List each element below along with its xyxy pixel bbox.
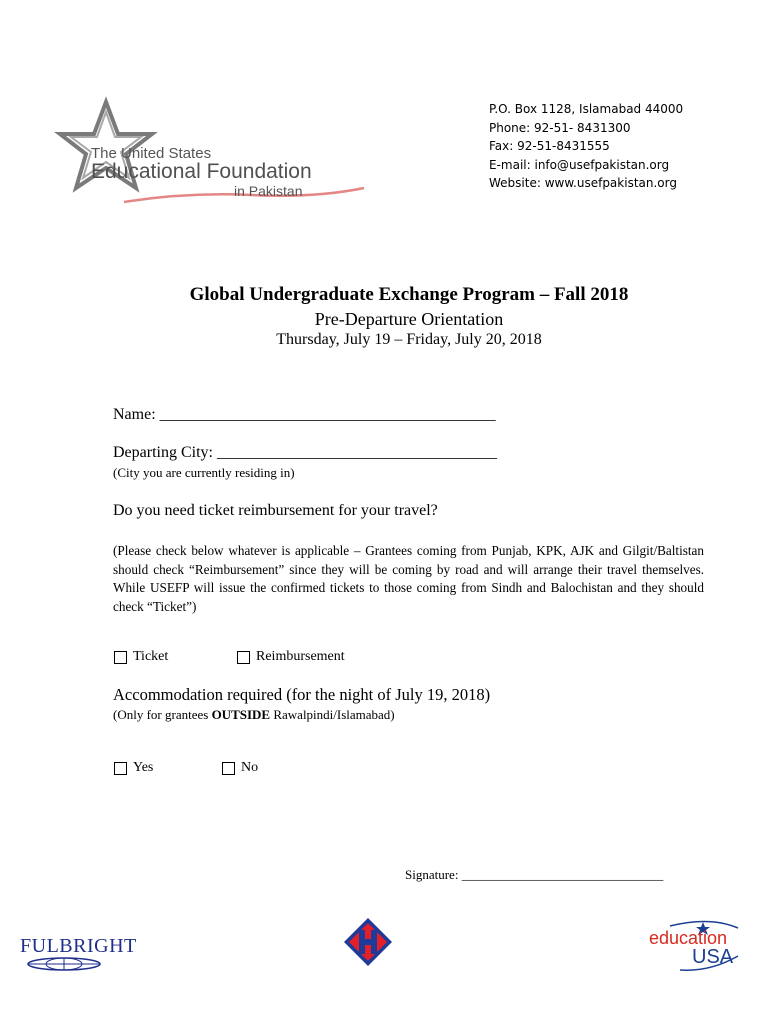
logo-line-1: The United States xyxy=(91,145,212,162)
logo-line-3: in Pakistan xyxy=(234,183,303,199)
logo-line-2: Educational Foundation xyxy=(91,160,312,183)
event-dates: Thursday, July 19 – Friday, July 20, 2018 xyxy=(276,331,542,348)
h-diamond-icon xyxy=(344,918,392,966)
signature-label: Signature: xyxy=(405,867,459,882)
signature-field[interactable]: _______________________________ xyxy=(461,867,664,882)
name-row xyxy=(113,406,496,424)
contact-website: Website: www.usefpakistan.org xyxy=(489,176,677,191)
contact-email: E-mail: info@usefpakistan.org xyxy=(489,157,670,172)
reimbursement-option[interactable] xyxy=(237,649,345,665)
accommodation-hint-pre: (Only for grantees xyxy=(113,707,212,722)
usef-logo xyxy=(38,96,378,208)
yes-option[interactable] xyxy=(114,760,153,776)
city-row xyxy=(113,444,497,462)
accommodation-hint xyxy=(113,707,395,723)
contact-address: P.O. Box 1128, Islamabad 44000 xyxy=(489,102,684,116)
ticket-question: Do you need ticket reimbursement for your travel? xyxy=(113,502,438,519)
contact-fax: Fax: 92-51-8431555 xyxy=(489,139,610,154)
education-usa-logo xyxy=(640,920,744,972)
contact-phone: Phone: 92-51- 8431300 xyxy=(489,120,631,135)
education-text: education xyxy=(649,928,728,948)
fulbright-logo xyxy=(20,935,137,975)
yes-checkbox[interactable] xyxy=(114,762,127,775)
reimbursement-checkbox[interactable] xyxy=(237,651,250,664)
fulbright-globe-icon xyxy=(20,957,108,971)
no-checkbox[interactable] xyxy=(222,762,235,775)
ticket-note: (Please check below whatever is applicable – Grantees coming from Punjab, KPK, AJK and Gilgit/Baltistan should check “Reimbursement” since they will be coming by road and will arrange their travel themselves. While USEFP will issue the confirmed tickets to those coming from Sindh and Balochistan and they should check “Ticket”) xyxy=(113,543,704,614)
accommodation-question: Accommodation required (for the night of July 19, 2018) xyxy=(113,685,491,704)
usa-text: USA xyxy=(692,946,734,968)
name-field[interactable]: __________________________________________ xyxy=(159,406,496,423)
ticket-option[interactable] xyxy=(114,649,168,665)
reimbursement-option-label: Reimbursement xyxy=(256,649,345,664)
no-option-label: No xyxy=(241,760,259,775)
event-title: Pre-Departure Orientation xyxy=(314,309,504,329)
city-field[interactable]: ___________________________________ xyxy=(216,444,497,461)
contact-block xyxy=(489,100,683,193)
city-label: Departing City: xyxy=(113,444,213,461)
city-hint: (City you are currently residing in) xyxy=(113,465,295,480)
yes-option-label: Yes xyxy=(133,760,154,775)
no-option[interactable] xyxy=(222,760,258,776)
signature-row xyxy=(405,867,663,883)
name-label: Name: xyxy=(113,406,156,423)
ticket-option-label: Ticket xyxy=(133,649,169,664)
fulbright-text: FULBRIGHT xyxy=(20,935,137,957)
program-title: Global Undergraduate Exchange Program – Fall 2018 xyxy=(189,284,629,305)
h-diamond-logo xyxy=(344,918,392,966)
ticket-checkbox[interactable] xyxy=(114,651,127,664)
accommodation-hint-bold: OUTSIDE xyxy=(211,707,271,722)
accommodation-hint-post: Rawalpindi/Islamabad) xyxy=(270,707,395,722)
